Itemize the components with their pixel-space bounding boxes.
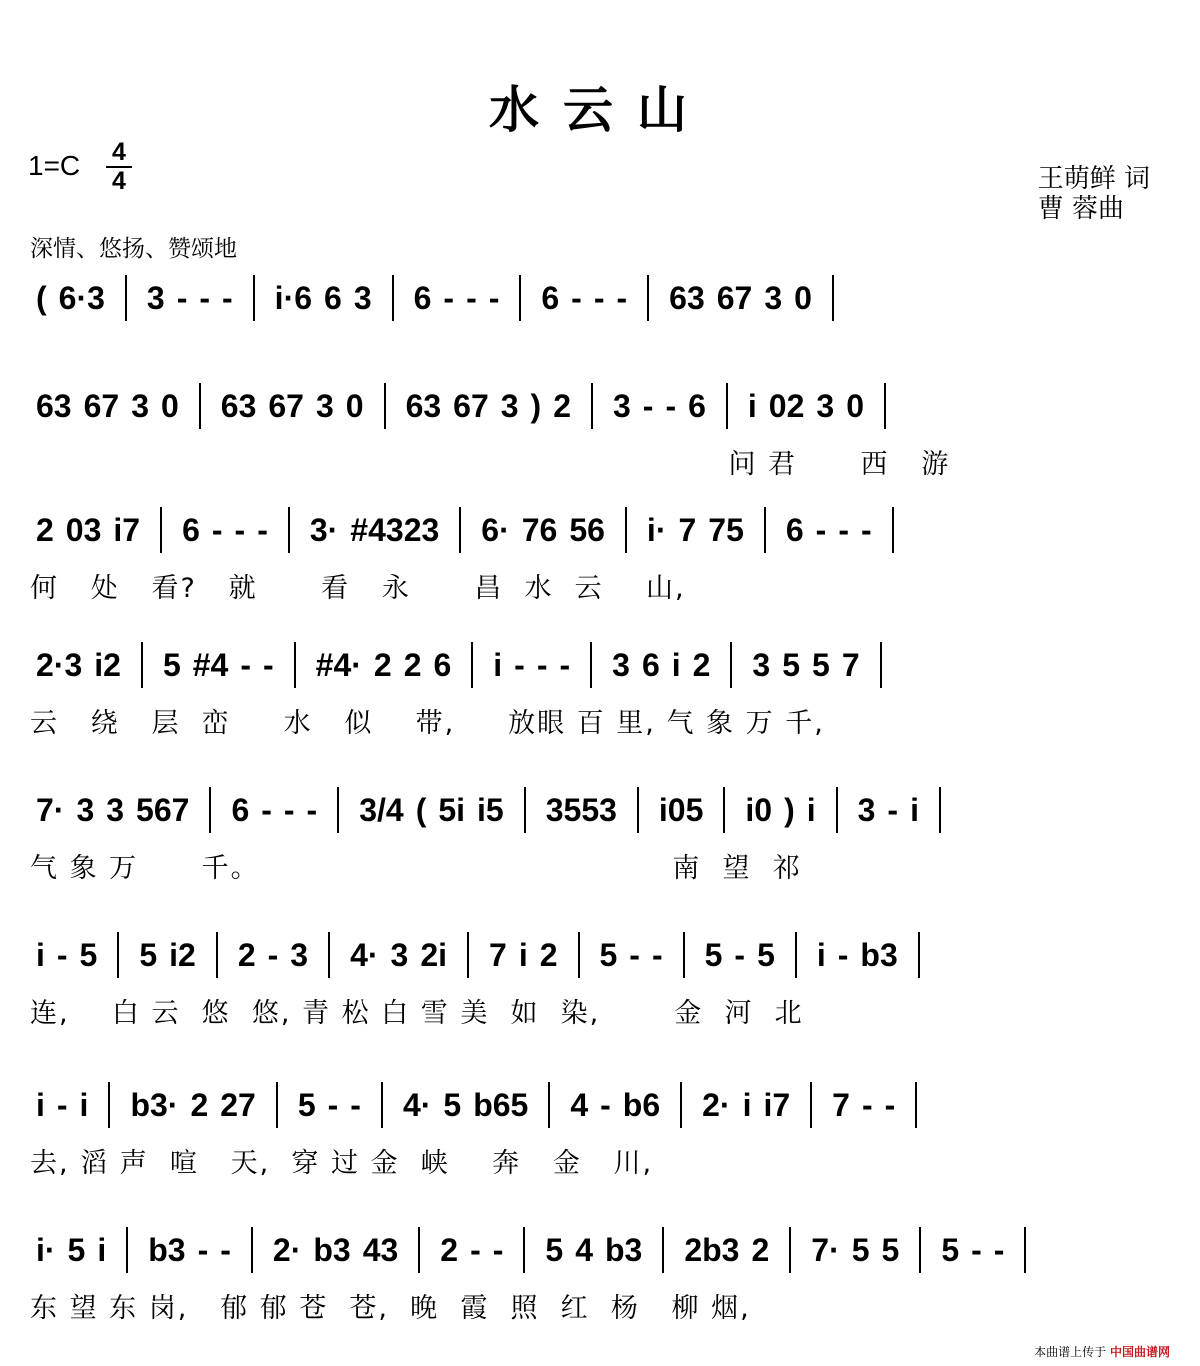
note: 3/4 bbox=[359, 791, 404, 828]
barline bbox=[108, 1082, 110, 1128]
note: 63 bbox=[220, 387, 257, 424]
note: 63 bbox=[669, 279, 705, 316]
barline bbox=[915, 1082, 917, 1128]
lyric-row: 气 象 万 千。 南 望 祁 bbox=[30, 853, 802, 884]
note: 5 bbox=[67, 1231, 86, 1268]
note: 7 bbox=[832, 1086, 850, 1123]
barline bbox=[591, 383, 593, 429]
note: 6 bbox=[688, 387, 706, 424]
note: 3 bbox=[131, 387, 149, 424]
note: - bbox=[536, 646, 548, 683]
note: b3 bbox=[604, 1231, 643, 1268]
barline bbox=[836, 787, 838, 833]
note: 3 bbox=[290, 936, 309, 973]
note: 6· bbox=[481, 511, 510, 548]
note: - bbox=[257, 511, 268, 548]
note: - bbox=[616, 279, 628, 316]
footer-text: 本曲谱上传于 bbox=[1034, 1345, 1107, 1359]
composer: 曹 蓉曲 bbox=[1037, 194, 1124, 224]
notation-row bbox=[30, 500, 908, 560]
barline bbox=[764, 507, 766, 553]
note: 2i bbox=[420, 936, 448, 973]
note: i bbox=[816, 936, 826, 973]
note: i2 bbox=[94, 646, 121, 683]
note: 3 bbox=[76, 791, 95, 828]
notation-row bbox=[30, 268, 848, 328]
notation-row bbox=[30, 1220, 1040, 1280]
note: 5 bbox=[941, 1231, 960, 1268]
barline bbox=[216, 932, 218, 978]
barline bbox=[680, 1082, 682, 1128]
barline bbox=[919, 1227, 921, 1273]
note: i7 bbox=[763, 1086, 791, 1123]
note: ( bbox=[36, 279, 47, 316]
barline bbox=[337, 787, 339, 833]
note: 5 bbox=[851, 1231, 870, 1268]
note: - bbox=[306, 791, 318, 828]
note: 6 bbox=[231, 791, 250, 828]
barline bbox=[418, 1227, 420, 1273]
note: 67 bbox=[453, 387, 489, 424]
note: i bbox=[36, 1086, 45, 1123]
note: 3553 bbox=[545, 791, 617, 828]
barline bbox=[918, 932, 920, 978]
note: 2 bbox=[553, 387, 571, 424]
barline bbox=[384, 383, 386, 429]
note: - bbox=[466, 279, 477, 316]
note: i bbox=[493, 646, 503, 683]
lyricist: 王萌鲜 词 bbox=[1037, 164, 1150, 194]
note: 2 bbox=[692, 646, 711, 683]
note: 2 bbox=[751, 1231, 770, 1268]
note: 5 bbox=[297, 1086, 316, 1123]
barline bbox=[294, 642, 296, 688]
note: 3 bbox=[613, 387, 631, 424]
note: 3 bbox=[752, 646, 771, 683]
note: - bbox=[838, 511, 849, 548]
note: 4 bbox=[570, 1086, 589, 1123]
note: b3 bbox=[860, 936, 898, 973]
barline bbox=[625, 507, 627, 553]
barline bbox=[832, 275, 834, 321]
note: 0 bbox=[846, 387, 864, 424]
note: - bbox=[261, 791, 272, 828]
barline bbox=[471, 642, 473, 688]
note: i05 bbox=[658, 791, 704, 828]
note: 7 bbox=[489, 936, 507, 973]
note: 2 bbox=[190, 1086, 209, 1123]
note: 3 bbox=[816, 387, 835, 424]
note: i0 bbox=[745, 791, 773, 828]
barline bbox=[117, 932, 119, 978]
note: 3 bbox=[390, 936, 409, 973]
note: 5 bbox=[812, 646, 830, 683]
lyric-row: 云 绕 层 峦 水 似 带, 放眼 百 里, 气 象 万 千, bbox=[30, 708, 825, 739]
lyric-row: 问 君 西 游 bbox=[30, 449, 951, 480]
note: i bbox=[671, 646, 681, 683]
note: 56 bbox=[569, 511, 605, 548]
time-signature-bottom: 4 bbox=[112, 167, 126, 195]
note: 3 bbox=[146, 279, 165, 316]
note: - bbox=[234, 511, 246, 548]
note: i2 bbox=[169, 936, 196, 973]
note: 2· bbox=[702, 1086, 731, 1123]
note: - bbox=[837, 936, 849, 973]
note: 7· bbox=[36, 791, 65, 828]
note: 5 bbox=[443, 1086, 462, 1123]
barline bbox=[523, 1227, 525, 1273]
note: - bbox=[327, 1086, 339, 1123]
notation-row bbox=[30, 635, 896, 695]
note: 5 bbox=[704, 936, 723, 973]
page-title: 水云山 bbox=[489, 80, 711, 139]
note: i· bbox=[646, 511, 667, 548]
barline bbox=[647, 275, 649, 321]
barline bbox=[1024, 1227, 1026, 1273]
note: 3 bbox=[612, 646, 630, 683]
notation-row bbox=[30, 780, 955, 840]
note: 5 bbox=[782, 646, 801, 683]
barline bbox=[141, 642, 143, 688]
note: - bbox=[651, 936, 663, 973]
note: 567 bbox=[136, 791, 190, 828]
barline bbox=[789, 1227, 791, 1273]
note: - bbox=[887, 791, 899, 828]
note: b65 bbox=[473, 1086, 529, 1123]
notation-row bbox=[30, 925, 934, 985]
note: - bbox=[559, 646, 571, 683]
note: 7 bbox=[678, 511, 697, 548]
barline bbox=[209, 787, 211, 833]
note: 2b3 bbox=[684, 1231, 740, 1268]
note: 0 bbox=[345, 387, 364, 424]
note: - bbox=[642, 387, 654, 424]
note: - bbox=[443, 279, 455, 316]
note: b3· bbox=[130, 1086, 179, 1123]
note: - bbox=[56, 936, 68, 973]
key-signature: 1=C bbox=[28, 150, 81, 181]
note: - bbox=[815, 511, 827, 548]
note: 63 bbox=[405, 387, 442, 424]
note: - bbox=[56, 1086, 68, 1123]
notation-row bbox=[30, 1075, 931, 1135]
note: 6 bbox=[413, 279, 432, 316]
note: 67 bbox=[716, 279, 753, 316]
note: 5 bbox=[162, 646, 181, 683]
note: 6 bbox=[785, 511, 804, 548]
barline bbox=[288, 507, 290, 553]
note: 2 bbox=[36, 511, 54, 548]
note: i bbox=[742, 1086, 752, 1123]
barline bbox=[578, 932, 580, 978]
note: i bbox=[747, 387, 757, 424]
note: #4 bbox=[192, 646, 229, 683]
note: - bbox=[571, 279, 582, 316]
note: - bbox=[211, 511, 223, 548]
note: - bbox=[993, 1231, 1005, 1268]
note: i bbox=[910, 791, 919, 828]
note: #4323 bbox=[350, 511, 440, 548]
note: - bbox=[492, 1231, 504, 1268]
barline bbox=[726, 383, 728, 429]
note: 0 bbox=[160, 387, 179, 424]
note: i·6 bbox=[274, 279, 313, 316]
barline bbox=[251, 1227, 253, 1273]
note: #4· bbox=[315, 646, 362, 683]
note: 4 bbox=[575, 1231, 593, 1268]
note: - bbox=[350, 1086, 361, 1123]
note: - bbox=[860, 511, 872, 548]
barline bbox=[459, 507, 461, 553]
note: 3· bbox=[309, 511, 339, 548]
note: 2 bbox=[237, 936, 256, 973]
note: 2· bbox=[272, 1231, 302, 1268]
note: 4· bbox=[350, 936, 379, 973]
note: - bbox=[240, 646, 251, 683]
barline bbox=[126, 1227, 128, 1273]
note: 02 bbox=[768, 387, 805, 424]
tempo-marking: 深情、悠扬、赞颂地 bbox=[30, 236, 237, 262]
note: ) bbox=[530, 387, 542, 424]
note: 67 bbox=[268, 387, 304, 424]
note: i7 bbox=[113, 511, 141, 548]
note: - bbox=[262, 646, 274, 683]
barline bbox=[880, 642, 882, 688]
barline bbox=[723, 787, 725, 833]
note: - bbox=[220, 1231, 231, 1268]
note: - bbox=[488, 279, 500, 316]
note: 76 bbox=[521, 511, 558, 548]
barline bbox=[810, 1082, 812, 1128]
note: 67 bbox=[83, 387, 120, 424]
note: 6 bbox=[541, 279, 560, 316]
note: 2 bbox=[373, 646, 392, 683]
barline bbox=[328, 932, 330, 978]
note: - bbox=[971, 1231, 982, 1268]
note: - bbox=[199, 279, 211, 316]
note: 5 bbox=[545, 1231, 564, 1268]
note: - bbox=[884, 1086, 896, 1123]
footer bbox=[1034, 1343, 1170, 1360]
barline bbox=[381, 1082, 383, 1128]
barline bbox=[253, 275, 255, 321]
barline bbox=[884, 383, 886, 429]
lyric-row: 去, 滔 声 喧 天, 穿 过 金 峡 奔 金 川, bbox=[30, 1148, 654, 1179]
note: 6 bbox=[182, 511, 200, 548]
barline bbox=[524, 787, 526, 833]
note: 5 bbox=[599, 936, 618, 973]
note: - bbox=[593, 279, 605, 316]
barline bbox=[637, 787, 639, 833]
note: 5 bbox=[757, 936, 775, 973]
note: 5 bbox=[881, 1231, 900, 1268]
note: 75 bbox=[708, 511, 744, 548]
note: 7 bbox=[841, 646, 860, 683]
time-signature-top: 4 bbox=[112, 138, 126, 166]
barline bbox=[548, 1082, 550, 1128]
barline bbox=[125, 275, 127, 321]
barline bbox=[683, 932, 685, 978]
note: - bbox=[222, 279, 233, 316]
time-signature bbox=[106, 140, 132, 194]
note: ) bbox=[784, 791, 795, 828]
note: 03 bbox=[65, 511, 102, 548]
note: - bbox=[734, 936, 746, 973]
note: 6 bbox=[641, 646, 660, 683]
notation-row bbox=[30, 376, 900, 436]
note: - bbox=[665, 387, 677, 424]
note: 3 bbox=[857, 791, 876, 828]
note: ( bbox=[415, 791, 427, 828]
note: - bbox=[470, 1231, 481, 1268]
barline bbox=[892, 507, 894, 553]
barline bbox=[590, 642, 592, 688]
lyric-row: 东 望 东 岗, 郁 郁 苍 苍, 晚 霞 照 红 杨 柳 烟, bbox=[30, 1293, 751, 1324]
note: 2 bbox=[539, 936, 558, 973]
note: i· bbox=[36, 1231, 56, 1268]
footer-brand: 中国曲谱网 bbox=[1109, 1345, 1170, 1359]
barline bbox=[730, 642, 732, 688]
note: b3 bbox=[148, 1231, 186, 1268]
note: 27 bbox=[220, 1086, 256, 1123]
barline bbox=[276, 1082, 278, 1128]
barline bbox=[160, 507, 162, 553]
note: - bbox=[197, 1231, 209, 1268]
note: 6 bbox=[324, 279, 342, 316]
note: b6 bbox=[622, 1086, 661, 1123]
barline bbox=[662, 1227, 664, 1273]
note: - bbox=[283, 791, 295, 828]
note: - bbox=[267, 936, 279, 973]
note: - bbox=[600, 1086, 611, 1123]
note: 43 bbox=[362, 1231, 399, 1268]
note: 3 bbox=[315, 387, 334, 424]
lyric-row: 何 处 看? 就 看 永 昌 水 云 山, bbox=[30, 573, 686, 604]
note: i5 bbox=[477, 791, 504, 828]
note: 5 bbox=[139, 936, 158, 973]
barline bbox=[939, 787, 941, 833]
note: 5 bbox=[79, 936, 98, 973]
barline bbox=[519, 275, 521, 321]
note: b3 bbox=[313, 1231, 351, 1268]
note: 6·3 bbox=[58, 279, 105, 316]
credits bbox=[1038, 164, 1150, 224]
note: 4· bbox=[402, 1086, 432, 1123]
note: - bbox=[861, 1086, 873, 1123]
note: 3 bbox=[764, 279, 783, 316]
note: 63 bbox=[36, 387, 72, 424]
note: i bbox=[97, 1231, 107, 1268]
note: i bbox=[36, 936, 45, 973]
note: - bbox=[514, 646, 525, 683]
note: 0 bbox=[794, 279, 812, 316]
barline bbox=[795, 932, 797, 978]
lyric-row: 连, 白 云 悠 悠, 青 松 白 雪 美 如 染, 金 河 北 bbox=[30, 998, 804, 1029]
note: 2 bbox=[440, 1231, 459, 1268]
note: 7· bbox=[811, 1231, 840, 1268]
note: i bbox=[806, 791, 816, 828]
note: 3 bbox=[353, 279, 372, 316]
barline bbox=[392, 275, 394, 321]
note: i bbox=[79, 1086, 89, 1123]
note: 2 bbox=[403, 646, 422, 683]
note: - bbox=[176, 279, 188, 316]
barline bbox=[199, 383, 201, 429]
note: - bbox=[629, 936, 640, 973]
note: 3 bbox=[106, 791, 125, 828]
note: 5i bbox=[438, 791, 466, 828]
note: 6 bbox=[433, 646, 452, 683]
note: i bbox=[518, 936, 528, 973]
note: 3 bbox=[500, 387, 519, 424]
barline bbox=[467, 932, 469, 978]
note: 2·3 bbox=[36, 646, 83, 683]
